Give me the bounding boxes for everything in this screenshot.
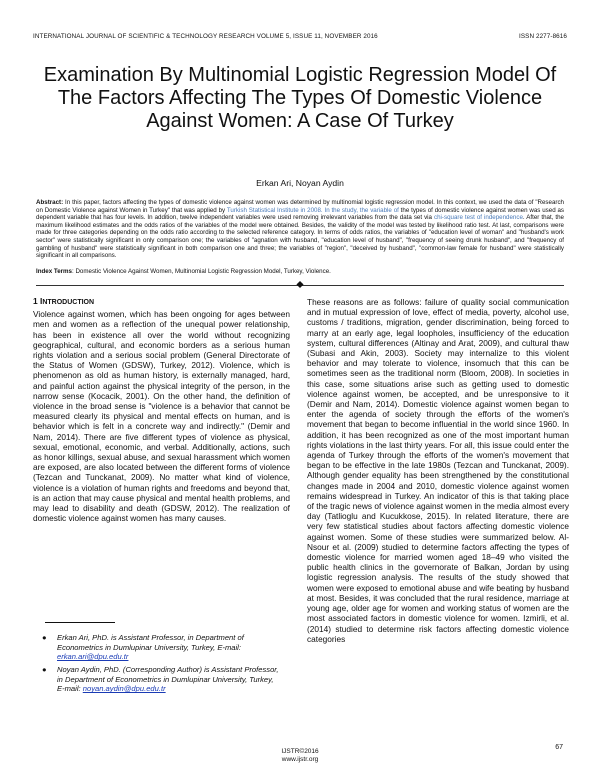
abstract-highlight-2: chi-square test of independence <box>434 214 523 222</box>
index-terms-text: : Domestic Violence Against Women, Multinomial Logistic Regression Model, Turkey, Violence. <box>72 268 331 275</box>
footer-website: www.ijstr.org <box>281 756 319 763</box>
abstract-text-3: . After that, the maximum likelihood estimates and the odds ratios of the variables of the model were obtained. Besides, the validity of the model was tested by likelihood ratio test. At last, comparisons were made for three categories depending on the odds ratio according to the selected reference category. In terms of odds ratios, the variables of "education level of woman" and "husband's work sector" were statistically significant in only comparison one; the variables of "agnation with husband, "education level of husband", "frequency of seeing drunk husband", and "frequency of gambling of husband" were statistically significant in both comparison one and three; the variables of "region", "deceived by husband", "common-law female for husband" were statistically significant in all comparisons. <box>36 214 564 260</box>
issn: ISSN 2277-8616 <box>519 33 567 40</box>
diamond-icon <box>296 281 303 288</box>
right-column <box>307 297 569 644</box>
intro-paragraph-continued: These reasons are as follows: failure of quality social communication and in mutual expression of love, effect of media, poverty, alcohol use, customs / traditions, migration, gender discrimination, being forced to marry at an early age, legal loopholes, insufficiency of the education system, cultural differences (Altinay and Arat, 2009), and cultural thaw (Subasi and Akin, 2003). Society may internalize to this violent behavior and may tolerate to violence, insomuch that this can be sometimes seen as the traditional norm (Bloom, 2008). In societies in this case, some situations arise such as getting used to domestic violence against women, be accepted, and be unresponsive to it (Demir and Nam, 2014). Domestic violence against women began to enter the agenda of society through the efforts of the women's movement that began to become influential in the world since 1960. In addition, it has been recognized as one of the most important human rights violations in the last thirty years. For all, this issue could enter the agenda of Turkey through the efforts of the women's movement that began to be effective in the late 1980s (Tezcan and Tunckanat, 2009). Although gender equality has been strengthened by the constitutional changes made in 2004 and 2010, domestic violence against women remains widespread in Turkey. An indicator of this is that taking place of the tragic news of violence against women in the media almost every day (Tatlioglu and Kucukkose, 2015). In related literature, there are very few statistical studies about factors affecting domestic violence against women. Some of these studies were summarized below. Al-Nsour et al. (2009) studied to determine factors affecting the types of domestic violence for married women aged 18–49 who visited the public health clinics in the governorate of Balkan, Jordan by using logistic regression analysis. The results of the study showed that women were exposed to emotional abuse and wife beating by husband at most. Besides, it was concluded that the rural residence, marriage at young age, older age for women and working status of women are the most associated factors in domestic violence for women. Izmirli, et al. (2014) studied to determine risk factors affecting domestic violence categories <box>307 297 569 644</box>
abstract-text-1: In this paper, factors affecting the types of domestic violence against women was determined by multinomial logistic regression model. In this context, we used the data of "Research on Domestic Violence against Women in Turkey" that was applied by <box>36 199 564 214</box>
section-heading-rest: NTRODUCTION <box>42 299 95 306</box>
abstract <box>36 199 564 260</box>
section-separator <box>36 282 564 290</box>
footnote-1-text: Erkan Ari, PhD. is Assistant Professor, in Department of Econometrics in Dumlupinar University, Turkey, E-mail: <box>57 633 244 652</box>
footnote-2-email-link[interactable]: noyan.aydin@dpu.edu.tr <box>82 684 166 694</box>
footnote-2 <box>44 665 282 694</box>
journal-name: INTERNATIONAL JOURNAL OF SCIENTIFIC & TECHNOLOGY RESEARCH VOLUME 5, ISSUE 11, NOVEMBER 2016 <box>33 33 378 40</box>
section-number: 1 <box>33 296 40 306</box>
authors: Erkan Ari, Noyan Aydin <box>256 178 344 188</box>
page-footer <box>0 748 600 764</box>
index-terms <box>36 268 564 275</box>
abstract-text-2: the types of domestic violence against women was used as dependent variable that has four levels. In addition, twelve independent variables were used removing irrelevant variables from the data set via <box>36 206 564 222</box>
footer-copyright: IJSTR©2016 <box>281 748 319 755</box>
abstract-highlight-1: Turkish Statistical Institute in 2008. In the study, the variable of <box>226 206 399 214</box>
bullet-icon: ● <box>42 665 47 674</box>
bullet-icon: ● <box>42 633 47 642</box>
index-terms-label: Index Terms <box>36 268 72 275</box>
footnote-2-text: Noyan Aydin, PhD. (Corresponding Author) is Assistant Professor, in Department of Econometrics in Dumlupinar University, Turkey, E-mail: <box>57 665 279 694</box>
page-number: 67 <box>555 744 563 751</box>
section-heading <box>33 296 290 308</box>
footnote-1 <box>44 633 282 662</box>
footnote-1-email-link[interactable]: erkan.ari@dpu.edu.tr <box>57 652 129 662</box>
left-column <box>33 296 290 523</box>
section-heading-initial: I <box>40 296 43 306</box>
footnote-rule <box>45 622 115 623</box>
paper-title: Examination By Multinomial Logistic Regression Model Of The Factors Affecting The Types Of Domestic Violence Against Women: A Case Of Turkey <box>43 64 557 132</box>
intro-paragraph: Violence against women, which has been ongoing for ages between men and women as a reflection of the unequal power relationship, has been in existence all over the world without recognizing geographical, cultural, and economic borders as a serious human rights violation and a serious social problem (General Directorate of the Status of Women (GDSW), Turkey, 2012). Violence, which is phenomenon as old as human history, is externally managed, hard, and painful action against the physical integrity of the person, in the narrow sense (Kocacik, 2001). On the other hand, the definition of violence in the broad sense is "violence is a behavior that cannot be measured clearly its physical and mental effects on human, and is behavior which is felt in a concrete way and indirectly." (Demir and Nam, 2014). There are five different types of violence as physical, sexual, emotional, economic, and verbal. Additionally, actions, such as honor killings, sexual abuse, and sexual harassment which women are exposed, are also located between the different forms of violence (Tezcan and Tunckanat, 2009). No matter what kind of violence, violence is a violation of human rights and freedoms and beyond that, is an action that may cause physical and mental health problems, and may lead to disability and death (GDSW, 2012). The realization of domestic violence against women has many causes. <box>33 309 290 524</box>
abstract-label: Abstract: <box>36 199 64 206</box>
